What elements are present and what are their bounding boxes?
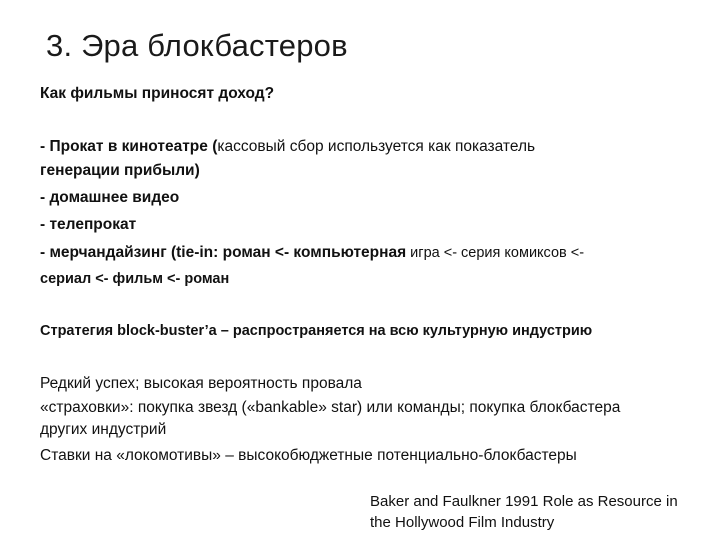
revenue-line-5 [40, 243, 584, 263]
risk-line-1: Редкий успех; высокая вероятность провала [40, 375, 362, 392]
revenue-line-2: генерации прибыли) [40, 162, 200, 179]
revenue-line-1-bold: - Прокат в кинотеатре ( [40, 138, 218, 155]
revenue-line-5-bold: - мерчандайзинг (tie-in: роман <- компьютерная [40, 244, 407, 261]
strategy-text: Стратегия block-buster’a – распространяется на всю культурную индустрию [40, 323, 593, 339]
revenue-line-1-rest: кассовый сбор используется как показатель [217, 138, 536, 155]
slide-title: 3. Эра блокбастеров [46, 28, 348, 63]
question-heading: Как фильмы приносят доход? [40, 85, 275, 102]
revenue-line-6: сериал <- фильм <- роман [40, 271, 230, 287]
citation [370, 491, 678, 533]
risk-line-4: Ставки на «локомотивы» – высокобюджетные потенциально-блокбастеры [40, 447, 577, 464]
revenue-line-5-small: игра <- серия комиксов <- [406, 245, 585, 261]
citation-line-2: the Hollywood Film Industry [370, 514, 555, 531]
revenue-line-3: - домашнее видео [40, 189, 180, 206]
risk-line-2: «страховки»: покупка звезд («bankable» star) или команды; покупка блокбастера [40, 399, 621, 416]
revenue-line-1 [40, 137, 535, 157]
revenue-line-4: - телепрокат [40, 216, 137, 233]
citation-line-1: Baker and Faulkner 1991 Role as Resource in [370, 493, 678, 510]
risk-line-3: других индустрий [40, 421, 167, 438]
